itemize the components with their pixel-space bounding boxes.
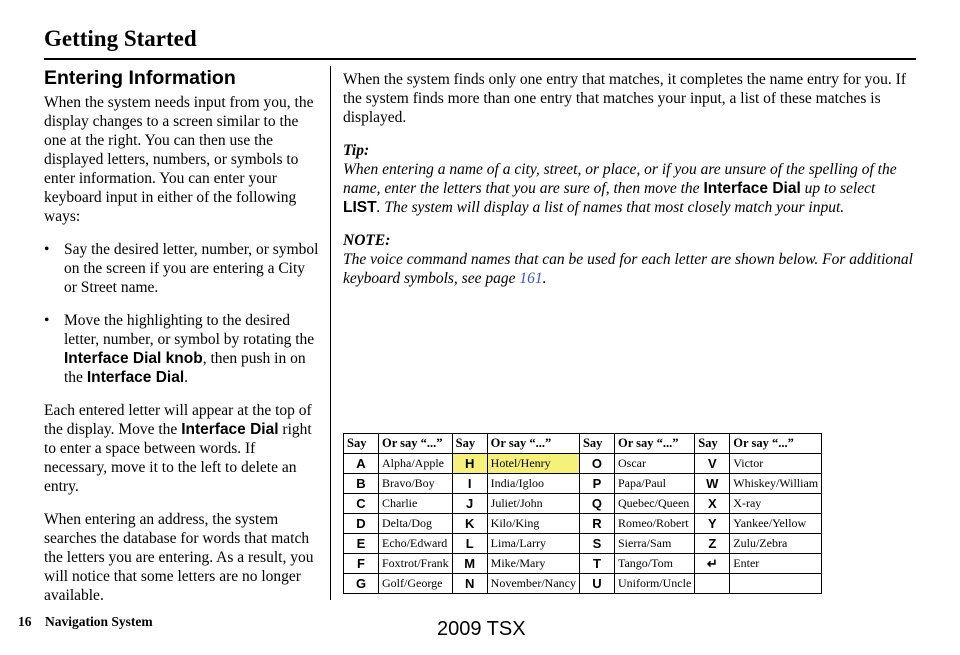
say-letter: G bbox=[344, 574, 379, 594]
footer bbox=[18, 614, 153, 630]
tip-text: . The system will display a list of names that most closely match your input. bbox=[376, 199, 845, 216]
say-letter bbox=[695, 574, 730, 594]
voice-command: X-ray bbox=[730, 494, 822, 514]
voice-command: India/Igloo bbox=[487, 474, 579, 494]
bullet-text: Move the highlighting to the desired letter, number, or symbol by rotating the bbox=[64, 312, 315, 348]
column-header: Or say “...” bbox=[487, 434, 579, 454]
say-letter: K bbox=[452, 514, 487, 534]
voice-command: Uniform/Uncle bbox=[614, 574, 694, 594]
tip-text: When entering a name of a city, street, or place, or if you are unsure of the spelling of the name, enter the letters that you are sure of, then move the bbox=[343, 161, 897, 197]
voice-command: November/Nancy bbox=[487, 574, 579, 594]
paragraph-text: Each entered letter will appear at the top of the display. Move the bbox=[44, 402, 312, 438]
say-letter: T bbox=[579, 554, 614, 574]
say-letter: L bbox=[452, 534, 487, 554]
say-letter: M bbox=[452, 554, 487, 574]
voice-command: Romeo/Robert bbox=[614, 514, 694, 534]
page-number: 16 bbox=[18, 614, 32, 629]
voice-command: Sierra/Sam bbox=[614, 534, 694, 554]
say-letter: I bbox=[452, 474, 487, 494]
say-letter: H bbox=[452, 454, 487, 474]
voice-command: Foxtrot/Frank bbox=[379, 554, 453, 574]
match-paragraph: When the system finds only one entry that matches, it completes the name entry for you. If the system finds more than one entry that matches your input, a list of these matches is displayed. bbox=[343, 71, 907, 126]
voice-command: Whiskey/William bbox=[730, 474, 822, 494]
model-label: 2009 TSX bbox=[437, 618, 526, 640]
bullet-icon: • bbox=[44, 312, 50, 329]
voice-command: Papa/Paul bbox=[614, 474, 694, 494]
list-item bbox=[44, 240, 320, 297]
say-letter: B bbox=[344, 474, 379, 494]
say-letter: X bbox=[695, 494, 730, 514]
table-row bbox=[344, 474, 822, 494]
bullet-text: , then push in on the bbox=[64, 350, 306, 386]
column-header: Or say “...” bbox=[379, 434, 453, 454]
paragraph-text: right to enter a space between words. If necessary, move it to the left to delete an entry. bbox=[44, 421, 312, 495]
table-row bbox=[344, 554, 822, 574]
say-letter: U bbox=[579, 574, 614, 594]
right-column bbox=[343, 70, 916, 302]
control-name: Interface Dial knob bbox=[64, 350, 203, 367]
table-row bbox=[344, 514, 822, 534]
section-name: Navigation System bbox=[45, 614, 153, 629]
input-methods-list bbox=[44, 240, 320, 387]
table-row bbox=[344, 494, 822, 514]
voice-command: Charlie bbox=[379, 494, 453, 514]
say-letter: ↵ bbox=[695, 554, 730, 574]
voice-command: Echo/Edward bbox=[379, 534, 453, 554]
control-name: Interface Dial bbox=[703, 180, 801, 197]
column-header: Or say “...” bbox=[730, 434, 822, 454]
voice-command: Juliet/John bbox=[487, 494, 579, 514]
list-item bbox=[44, 311, 320, 387]
page-title: Getting Started bbox=[44, 26, 197, 51]
control-name: Interface Dial bbox=[181, 421, 279, 438]
say-letter: F bbox=[344, 554, 379, 574]
voice-command: Zulu/Zebra bbox=[730, 534, 822, 554]
say-letter: R bbox=[579, 514, 614, 534]
table-body bbox=[344, 454, 822, 594]
voice-command: Hotel/Henry bbox=[487, 454, 579, 474]
bullet-text: . bbox=[184, 369, 189, 386]
column-header: Say bbox=[695, 434, 730, 454]
voice-command: Bravo/Boy bbox=[379, 474, 453, 494]
search-paragraph: When entering an address, the system searches the database for words that match the letters you are entering. As a result, you will notice that some letters are no longer available. bbox=[44, 511, 314, 604]
page-link[interactable]: 161 bbox=[519, 270, 543, 287]
say-letter: Z bbox=[695, 534, 730, 554]
say-letter: N bbox=[452, 574, 487, 594]
column-header: Say bbox=[579, 434, 614, 454]
table-header-row bbox=[344, 434, 822, 454]
voice-command: Mike/Mary bbox=[487, 554, 579, 574]
table-row bbox=[344, 574, 822, 594]
voice-command: Kilo/King bbox=[487, 514, 579, 534]
say-letter: E bbox=[344, 534, 379, 554]
voice-command: Golf/George bbox=[379, 574, 453, 594]
note-text: The voice command names that can be used for each letter are shown below. For additional keyboard symbols, see page bbox=[343, 251, 913, 287]
section-heading: Entering Information bbox=[44, 67, 236, 89]
voice-command-table bbox=[343, 433, 822, 594]
note-label: NOTE: bbox=[343, 232, 391, 249]
voice-command: Victor bbox=[730, 454, 822, 474]
say-letter: C bbox=[344, 494, 379, 514]
voice-command: Oscar bbox=[614, 454, 694, 474]
say-letter: Y bbox=[695, 514, 730, 534]
voice-command bbox=[730, 574, 822, 594]
list-label: LIST bbox=[343, 199, 377, 216]
tip-text: up to select bbox=[800, 180, 876, 197]
intro-paragraph: When the system needs input from you, the display changes to a screen similar to the one at the right. You can then use the displayed letters, numbers, or symbols to enter information. You can enter your keyboard input in either of the following ways: bbox=[44, 94, 314, 225]
title-rule bbox=[44, 58, 916, 60]
table-row bbox=[344, 454, 822, 474]
say-letter: S bbox=[579, 534, 614, 554]
note-paragraph bbox=[343, 250, 916, 288]
bullet-icon: • bbox=[44, 241, 50, 258]
say-letter: V bbox=[695, 454, 730, 474]
say-letter: W bbox=[695, 474, 730, 494]
voice-command: Tango/Tom bbox=[614, 554, 694, 574]
say-letter: P bbox=[579, 474, 614, 494]
table-row bbox=[344, 534, 822, 554]
note-text: . bbox=[542, 270, 547, 287]
voice-command: Quebec/Queen bbox=[614, 494, 694, 514]
column-header: Say bbox=[344, 434, 379, 454]
tip-label: Tip: bbox=[343, 142, 370, 159]
say-letter: Q bbox=[579, 494, 614, 514]
bullet-text: Say the desired letter, number, or symbol on the screen if you are entering a City or Street name. bbox=[64, 241, 319, 296]
voice-command: Enter bbox=[730, 554, 822, 574]
say-letter: J bbox=[452, 494, 487, 514]
say-letter: D bbox=[344, 514, 379, 534]
control-name: Interface Dial bbox=[86, 369, 185, 386]
voice-command: Delta/Dog bbox=[379, 514, 453, 534]
say-letter: O bbox=[579, 454, 614, 474]
voice-command: Lima/Larry bbox=[487, 534, 579, 554]
column-header: Or say “...” bbox=[614, 434, 694, 454]
entry-paragraph bbox=[44, 401, 320, 496]
left-column bbox=[44, 93, 320, 619]
voice-command: Alpha/Apple bbox=[379, 454, 453, 474]
column-divider bbox=[330, 66, 331, 600]
tip-paragraph bbox=[343, 160, 916, 217]
say-letter: A bbox=[344, 454, 379, 474]
column-header: Say bbox=[452, 434, 487, 454]
voice-command: Yankee/Yellow bbox=[730, 514, 822, 534]
